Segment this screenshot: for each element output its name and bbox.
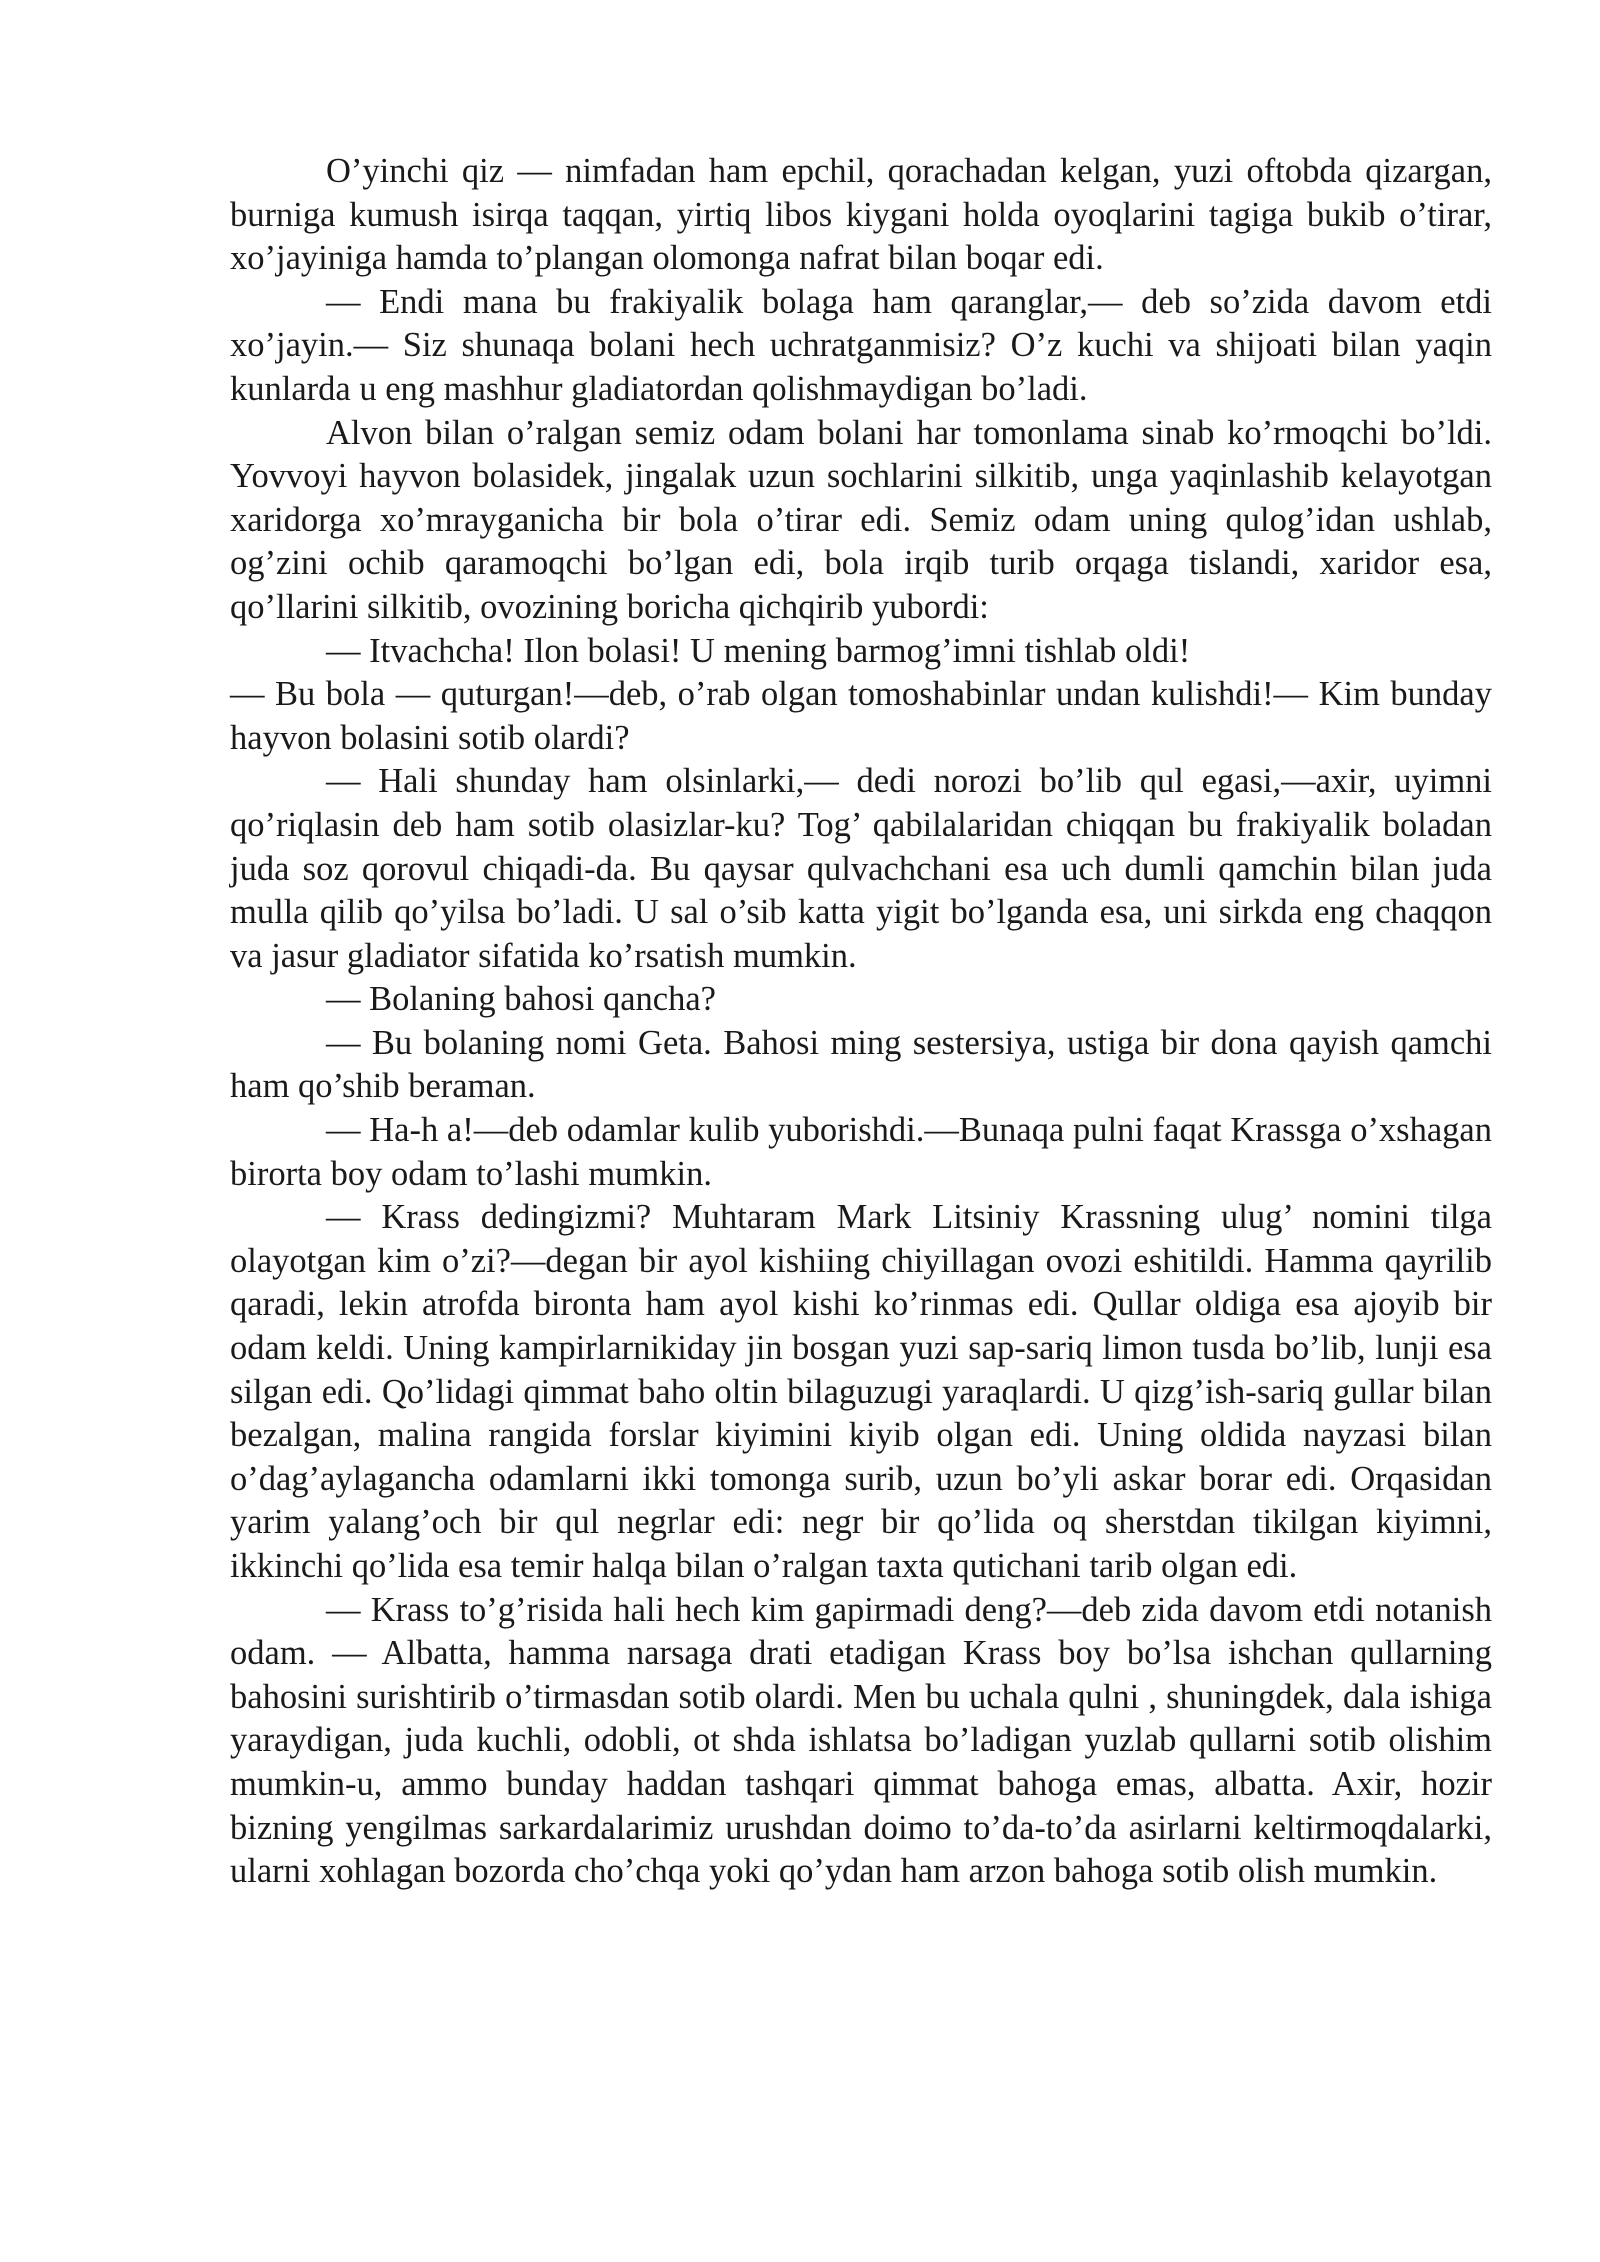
paragraph: — Krass dedingizmi? Muhtaram Mark Litsiniy Krassning ulug’ nomini tilga olayotgan kim o’zi?—degan bir ayol kishiing chiyillagan ovozi eshitildi. Hamma qayrilib qaradi, lekin atrofda bironta ham ayol kishi ko’rinmas edi. Qullar oldiga esa ajoyib bir odam keldi. Uning kampirlarnikiday jin bosgan yuzi sap-sariq limon tusda bo’lib, lunji esa silgan edi. Qo’lidagi qimmat baho oltin bilaguzugi yaraqlardi. U qizg’ish-sariq gullar bilan bezalgan, malina rangida forslar kiyimini kiyib olgan edi. Uning oldida nayzasi bilan o’dag’aylagancha odamlarni ikki tomonga surib, uzun bo’yli askar borar edi. Orqasidan yarim yalang’och bir qul negrlar edi: negr bir qo’lida oq sherstdan tikilgan kiyimni, ikkinchi qo’lida esa temir halqa bilan o’ralgan taxta qutichani tarib olgan edi. [230, 1198, 1492, 1585]
document-page [230, 150, 1492, 1894]
paragraph: — Ha-h a!—deb odamlar kulib yuborishdi.—Bunaqa pulni faqat Krassga o’xshagan birorta boy odam to’lashi mumkin. [230, 1111, 1492, 1193]
paragraph: — Itvachcha! Ilon bolasi! U mening barmog’imni tishlab oldi! [326, 631, 1191, 670]
paragraph: — Bu bolaning nomi Geta. Bahosi ming sestersiya, ustiga bir dona qayish qamchi ham qo’shib beraman. [230, 1023, 1492, 1106]
paragraph: O’yinchi qiz — nimfadan ham epchil, qorachadan kelgan, yuzi oftobda qizargan, burniga kumush isirqa taqqan, yirtiq libos kiygani holda oyoqlarini tagiga bukib o’tirar, xo’jayiniga hamda to’plangan olomonga nafrat bilan boqar edi. [230, 152, 1492, 278]
paragraph: — Bu bola — quturgan!—deb, o’rab olgan tomoshabinlar undan kulishdi!— Kim bunday hayvon bolasini sotib olardi? [230, 675, 1492, 757]
paragraph: — Endi mana bu frakiyalik bolaga ham qaranglar,— deb so’zida davom etdi xo’jayin.— Siz shunaqa bolani hech uchratganmisiz? O’z kuchi va shijoati bilan yaqin kunlarda u eng mashhur gladiatordan qolishmaydigan bo’ladi. [230, 282, 1492, 408]
paragraph: — Krass to’g’risida hali hech kim gapirmadi deng?—deb zida davom etdi notanish odam. — Albatta, hamma narsaga drati etadigan Krass boy bo’lsa ishchan qullarning bahosini surishtirib o’tirmasdan sotib olardi. Men bu uchala qulni , shuningdek, dala ishiga yaraydigan, juda kuchli, odobli, ot shda ishlatsa bo’ladigan yuzlab qullarni sotib olishim mumkin-u, ammo bunday haddan tashqari qimmat bahoga emas, albatta. Axir, hozir bizning yengilmas sarkardalarimiz urushdan doimo to’da-to’da asirlarni keltirmoqdalarki, ularni xohlagan bozorda cho’chqa yoki qo’ydan ham arzon bahoga sotib olish mumkin. [230, 1590, 1492, 1891]
paragraph: — Bolaning bahosi qancha? [326, 980, 716, 1019]
paragraph: Alvon bilan o’ralgan semiz odam bolani har tomonlama sinab ko’rmoqchi bo’ldi. Yovvoyi hayvon bolasidek, jingalak uzun sochlarini silkitib, unga yaqinlashib kelayotgan xaridorga xo’mrayganicha bir bola o’tirar edi. Semiz odam uning qulog’idan ushlab, og’zini ochib qaramoqchi bo’lgan edi, bola irqib turib orqaga tislandi, xaridor esa, qo’llarini silkitib, ovozining boricha qichqirib yubordi: [230, 413, 1492, 626]
paragraph: — Hali shunday ham olsinlarki,— dedi norozi bo’lib qul egasi,—axir, uyimni qo’riqlasin deb ham sotib olasizlar-ku? Tog’ qabilalaridan chiqqan bu frakiyalik boladan juda soz qorovul chiqadi-da. Bu qaysar qulvachchani esa uch dumli qamchin bilan juda mulla qilib qo’yilsa bo’ladi. U sal o’sib katta yigit bo’lganda esa, uni sirkda eng chaqqon va jasur gladiator sifatida ko’rsatish mumkin. [230, 762, 1492, 975]
